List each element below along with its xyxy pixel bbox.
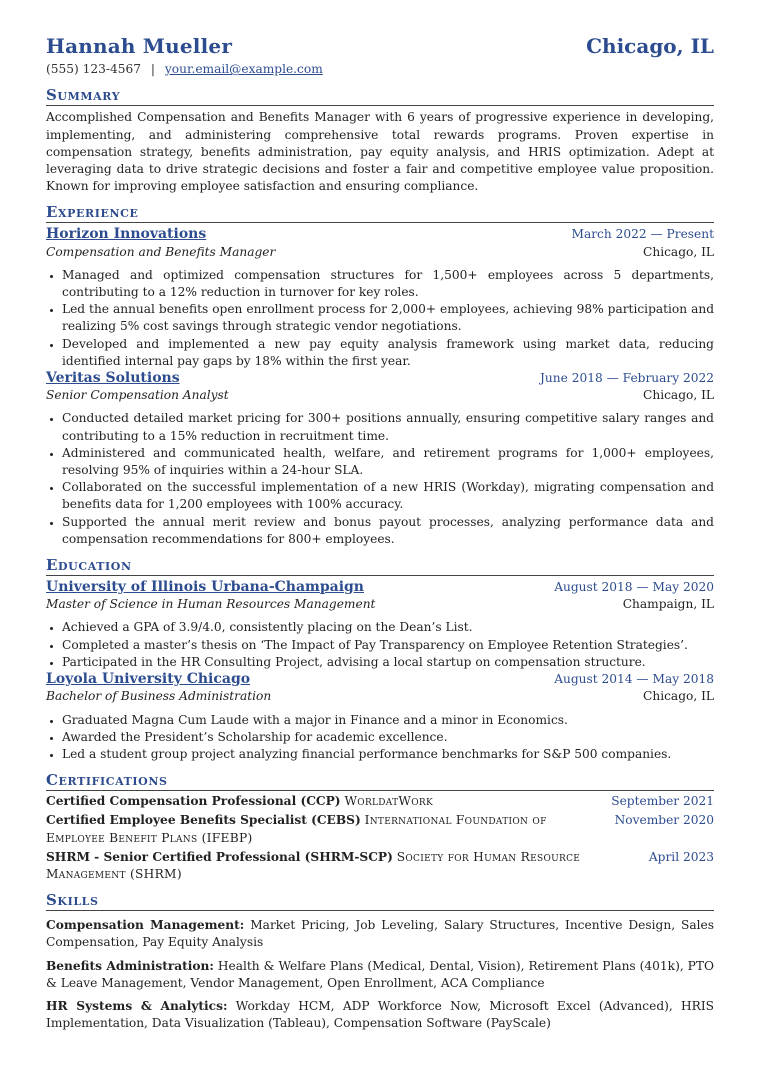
list-item: • Achieved a GPA of 3.9/4.0, consistently placing on the Dean’s List.: [62, 619, 714, 636]
skill-category: Compensation Management:: [46, 918, 245, 933]
skill-group: [46, 958, 714, 992]
school-link[interactable]: University of Illinois Urbana-Champaign: [46, 579, 364, 596]
education-entry: [46, 671, 714, 763]
section-title-certifications: Certifications: [46, 771, 714, 791]
job-location: Chicago, IL: [643, 244, 714, 259]
list-item: • Participated in the HR Consulting Project, advising a local startup on compensation structure.: [62, 654, 714, 671]
education-bullets: [46, 619, 714, 671]
skill-items: Market Pricing, Job Leveling, Salary Structures, Incentive Design, Sales Compensation, Pay Equity Analysis: [46, 918, 714, 950]
school-dates: August 2014 — May 2018: [554, 672, 714, 687]
list-item: • Led the annual benefits open enrollment process for 2,000+ employees, achieving 98% participation and realizing 5% cost savings through strategic vendor negotiations.: [62, 301, 714, 335]
list-item: • Administered and communicated health, welfare, and retirement programs for 1,000+ employees, resolving 95% of inquiries within a 24-hour SLA.: [62, 445, 714, 479]
section-title-experience: Experience: [46, 203, 714, 223]
job-title: Senior Compensation Analyst: [46, 388, 229, 403]
skill-group: [46, 998, 714, 1032]
job-location: Chicago, IL: [643, 388, 714, 403]
resume-header: [46, 34, 714, 58]
section-title-education: Education: [46, 556, 714, 576]
experience-entry: [46, 370, 714, 548]
list-item: • Awarded the President’s Scholarship for academic excellence.: [62, 729, 714, 746]
candidate-location: Chicago, IL: [586, 34, 714, 58]
school-link[interactable]: Loyola University Chicago: [46, 671, 251, 688]
list-item: • Led a student group project analyzing financial performance benchmarks for S&P 500 companies.: [62, 746, 714, 763]
certification-name: Certified Employee Benefits Specialist (CEBS): [46, 813, 361, 828]
skill-category: Benefits Administration:: [46, 958, 214, 973]
section-title-skills: Skills: [46, 891, 714, 911]
contact-line: [46, 61, 714, 78]
list-item: • Completed a master’s thesis on ‘The Impact of Pay Transparency on Employee Retention Strategies’.: [62, 637, 714, 654]
degree: Bachelor of Business Administration: [46, 689, 272, 704]
certification-item: [46, 793, 714, 810]
section-title-summary: Summary: [46, 86, 714, 106]
school-location: Chicago, IL: [643, 689, 714, 704]
candidate-name: Hannah Mueller: [46, 34, 233, 58]
skill-items: Health & Welfare Plans (Medical, Dental, Vision), Retirement Plans (401k), PTO & Leave Management, Vendor Management, Open Enrollment, ACA Compliance: [46, 958, 714, 990]
skill-category: HR Systems & Analytics:: [46, 998, 228, 1013]
certification-name: SHRM - Senior Certified Professional (SHRM-SCP): [46, 849, 393, 864]
school-dates: August 2018 — May 2020: [554, 580, 714, 595]
certification-item: [46, 849, 714, 883]
skill-items: Workday HCM, ADP Workforce Now, Microsoft Excel (Advanced), HRIS Implementation, Data Visualization (Tableau), Compensation Software (PayScale): [46, 998, 715, 1031]
job-bullets: [46, 267, 714, 370]
summary-text: Accomplished Compensation and Benefits Manager with 6 years of progressive experience in developing, implementing, and administering comprehensive total rewards programs. Proven expertise in compensation strategy, benefits administration, pay equity analysis, and HRIS optimization. Adept at leveraging data to drive strategic decisions and foster a fair and competitive employee value proposition. Known for improving employee satisfaction and ensuring compliance.: [46, 110, 714, 194]
education-bullets: [46, 712, 714, 764]
degree: Master of Science in Human Resources Management: [46, 597, 376, 612]
job-bullets: [46, 410, 714, 548]
employer-link[interactable]: Horizon Innovations: [46, 226, 207, 243]
phone-number: (555) 123-4567: [46, 62, 142, 77]
skill-group: [46, 917, 714, 951]
job-title: Compensation and Benefits Manager: [46, 244, 276, 259]
certification-org: Society for Human Resource Management (SHRM): [46, 849, 581, 881]
list-item: • Developed and implemented a new pay equity analysis framework using market data, reducing identified internal pay gaps by 18% within the first year.: [62, 336, 714, 370]
education-entry: [46, 579, 714, 671]
certification-date: November 2020: [614, 813, 714, 828]
list-item: • Supported the annual merit review and bonus payout processes, analyzing performance data and compensation recommendations for 800+ employees.: [62, 514, 714, 548]
list-item: • Collaborated on the successful implementation of a new HRIS (Workday), migrating compensation and benefits data for 1,200 employees with 100% accuracy.: [62, 479, 714, 513]
certification-org: WorldatWork: [344, 794, 434, 809]
certification-date: April 2023: [648, 849, 714, 864]
employer-link[interactable]: Veritas Solutions: [46, 370, 180, 387]
certification-name: Certified Compensation Professional (CCP): [46, 794, 341, 809]
certification-date: September 2021: [611, 794, 714, 809]
school-location: Champaign, IL: [622, 597, 714, 612]
certification-org: International Foundation of Employee Benefit Plans (IFEBP): [46, 813, 547, 845]
email-link[interactable]: your.email@example.com: [164, 62, 323, 77]
list-item: • Conducted detailed market pricing for 300+ positions annually, ensuring competitive salary ranges and contributing to a 15% reduction in recruitment time.: [62, 410, 714, 444]
experience-entry: [46, 226, 714, 370]
job-dates: June 2018 — February 2022: [540, 371, 714, 386]
list-item: • Managed and optimized compensation structures for 1,500+ employees across 5 departments, contributing to a 12% reduction in turnover for key roles.: [62, 267, 714, 301]
contact-separator: |: [150, 62, 156, 77]
list-item: • Graduated Magna Cum Laude with a major in Finance and a minor in Economics.: [62, 712, 714, 729]
job-dates: March 2022 — Present: [571, 227, 714, 242]
certification-item: [46, 812, 714, 846]
